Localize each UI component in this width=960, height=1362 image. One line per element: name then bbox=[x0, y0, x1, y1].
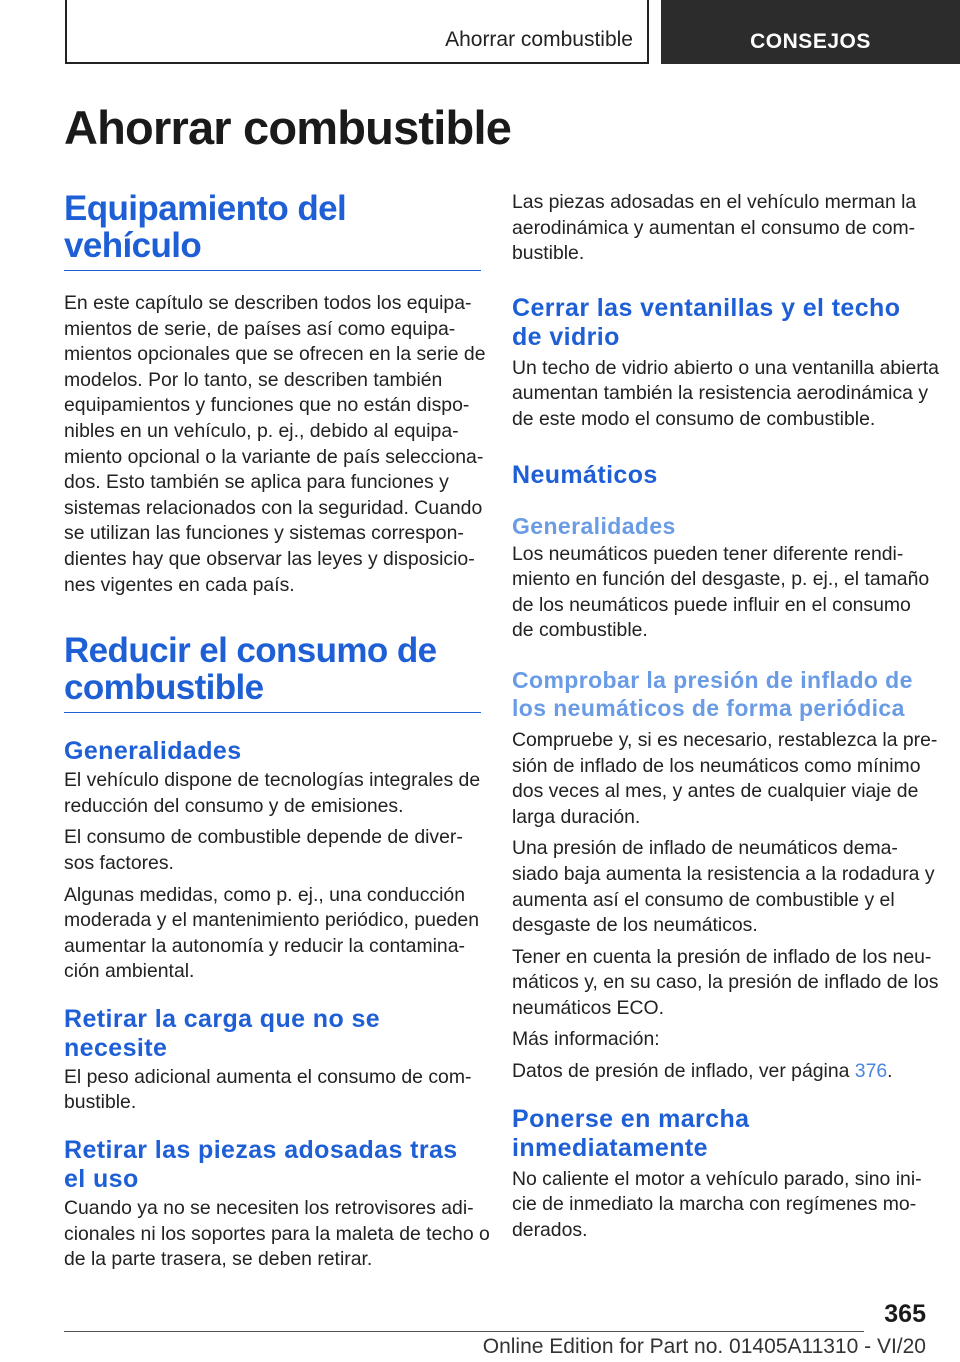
heading-line: de vidrio bbox=[512, 322, 620, 351]
text-line: equipamientos y funciones que no están dispo- bbox=[64, 394, 470, 417]
heading-line: los neumáticos de forma periódica bbox=[512, 694, 905, 721]
page-reference-link[interactable]: 376 bbox=[854, 1060, 888, 1083]
heading-line: Reducir el consumo de bbox=[64, 631, 437, 671]
heading-line: necesite bbox=[64, 1033, 168, 1062]
page-title: Ahorrar combustible bbox=[64, 101, 512, 154]
text-line: En este capítulo se describen todos los equipa- bbox=[64, 292, 472, 314]
header-section-title: Ahorrar combustible bbox=[445, 28, 633, 51]
heading-line: el uso bbox=[64, 1165, 139, 1194]
text-line: sistemas relacionados con la seguridad. Cuando bbox=[64, 496, 483, 519]
header-chapter-tab bbox=[661, 0, 960, 64]
text-line: mientos de serie, de países así como equipa- bbox=[64, 317, 456, 340]
text-line: Algunas medidas, como p. ej., una conducción bbox=[64, 883, 465, 906]
heading-line: Ponerse en marcha bbox=[512, 1104, 750, 1133]
text-line: miento en función del desgaste, p. ej., el tamaño bbox=[512, 568, 930, 591]
footer-divider bbox=[64, 1331, 864, 1332]
heading-cerrar-ventanillas bbox=[512, 294, 930, 352]
page-reference bbox=[512, 1059, 930, 1085]
text-line: ción ambiental. bbox=[64, 960, 195, 983]
text-line: larga duración. bbox=[512, 805, 641, 828]
paragraph-generalidades-1 bbox=[64, 768, 481, 819]
text-line: El vehículo dispone de tecnologías integrales de bbox=[64, 769, 481, 792]
text-line: Cuando ya no se necesiten los retrovisores adi- bbox=[64, 1197, 474, 1220]
text-line: sión de inflado de los neumáticos como mínimo bbox=[512, 754, 921, 777]
heading-generalidades: Generalidades bbox=[64, 737, 242, 766]
footer-edition: Online Edition for Part no. 01405A11310 - VI/20 bbox=[482, 1335, 926, 1358]
reference-period: . bbox=[887, 1060, 893, 1083]
heading-line: Retirar las piezas adosadas tras bbox=[64, 1136, 458, 1165]
text-line: dos. Esto también se aplica para funciones y bbox=[64, 471, 449, 494]
text-line: de la parte trasera, se deben retirar. bbox=[64, 1248, 373, 1271]
text-line: siado baja aumenta la resistencia a la rodadura y bbox=[512, 862, 935, 885]
header-section-box bbox=[65, 0, 649, 64]
heading-ponerse-en-marcha bbox=[512, 1105, 930, 1163]
text-line: cionales ni los soportes para la maleta de techo o bbox=[64, 1222, 490, 1245]
text-line: dientes hay que observar las leyes y disposicio- bbox=[64, 547, 475, 570]
text-line: aumenta así el consumo de combustible y el bbox=[512, 888, 895, 911]
heading-retirar-piezas bbox=[64, 1136, 481, 1194]
text-line: de los neumáticos puede influir en el consumo bbox=[512, 593, 911, 616]
text-line: nibles en un vehículo, p. ej., debido al equipa- bbox=[64, 419, 459, 442]
heading-line: combustible bbox=[64, 668, 264, 708]
paragraph-equipamiento bbox=[64, 291, 486, 598]
text-line: derados. bbox=[512, 1218, 588, 1241]
heading-line: inmediatamente bbox=[512, 1133, 708, 1162]
paragraph-neumaticos-generalidades bbox=[512, 542, 930, 644]
page-number: 365 bbox=[884, 1300, 926, 1328]
text-line: Tener en cuenta la presión de inflado de los neu- bbox=[512, 945, 932, 968]
text-line: No caliente el motor a vehículo parado, sino ini- bbox=[512, 1167, 922, 1190]
text-line: Las piezas adosadas en el vehículo merman la bbox=[512, 191, 917, 213]
text-line: mientos opcionales que se ofrecen en la serie de bbox=[64, 343, 486, 366]
text-line: aumentar la autonomía y reducir la contamina- bbox=[64, 934, 465, 957]
text-line: cie de inmediato la marcha con regímenes mo- bbox=[512, 1193, 917, 1216]
text-line: sos factores. bbox=[64, 851, 174, 874]
text-line: máticos y, en su caso, la presión de inflado de los bbox=[512, 971, 939, 994]
text-line: desgaste de los neumáticos. bbox=[512, 914, 758, 937]
reference-text: Datos de presión de inflado, ver página bbox=[512, 1060, 855, 1083]
text-line: Los neumáticos pueden tener diferente rendi- bbox=[512, 542, 904, 565]
paragraph-presion-3 bbox=[512, 945, 939, 1022]
text-line: El consumo de combustible depende de diver- bbox=[64, 826, 463, 849]
text-line: Compruebe y, si es necesario, restablezca la pre- bbox=[512, 728, 938, 751]
heading-equipamiento: Equipamiento del vehículo bbox=[64, 190, 481, 271]
text-line: dos veces al mes, y antes de cualquier viaje de bbox=[512, 780, 919, 803]
text-line: moderada y el mantenimiento periódico, pueden bbox=[64, 909, 480, 932]
paragraph-generalidades-2 bbox=[64, 825, 481, 876]
text-line: de combustible. bbox=[512, 619, 648, 642]
paragraph-cerrar-ventanillas bbox=[512, 356, 939, 433]
paragraph-presion-1 bbox=[512, 728, 938, 830]
paragraph-retirar-piezas bbox=[64, 1196, 490, 1273]
heading-reducir-consumo bbox=[64, 632, 481, 713]
text-line: bustible. bbox=[512, 242, 585, 265]
text-line: miento opcional o la variante de país selecciona- bbox=[64, 445, 484, 468]
text-line: de este modo el consumo de combustible. bbox=[512, 407, 876, 430]
paragraph-ponerse-en-marcha bbox=[512, 1167, 930, 1244]
text-line: se utilizan las funciones y sistemas correspon- bbox=[64, 522, 464, 545]
heading-line: Retirar la carga que no se bbox=[64, 1004, 381, 1033]
text-line: El peso adicional aumenta el consumo de com- bbox=[64, 1065, 472, 1088]
paragraph-presion-2 bbox=[512, 836, 935, 938]
chapter-tab-label: CONSEJOS bbox=[750, 30, 871, 53]
paragraph-retirar-carga bbox=[64, 1065, 481, 1116]
heading-comprobar-presion bbox=[512, 666, 930, 722]
left-column bbox=[64, 189, 490, 1273]
heading-line: Comprobar la presión de inflado de bbox=[512, 666, 913, 693]
heading-neumaticos-generalidades: Generalidades bbox=[512, 512, 676, 539]
text-line: neumáticos ECO. bbox=[512, 996, 664, 1019]
text-line: bustible. bbox=[64, 1091, 137, 1114]
text-line: modelos. Por lo tanto, se describen también bbox=[64, 368, 443, 391]
heading-line: Cerrar las ventanillas y el techo bbox=[512, 293, 901, 322]
more-info-label: Más información: bbox=[512, 1028, 660, 1051]
text-line: reducción del consumo y de emisiones. bbox=[64, 794, 404, 817]
paragraph-piezas-continued bbox=[512, 190, 930, 267]
text-line: Una presión de inflado de neumáticos dema- bbox=[512, 837, 898, 860]
right-column bbox=[512, 190, 939, 1243]
paragraph-generalidades-3 bbox=[64, 883, 481, 985]
heading-retirar-carga bbox=[64, 1005, 481, 1063]
text-line: Un techo de vidrio abierto o una ventanilla abierta bbox=[512, 356, 939, 379]
text-line: aerodinámica y aumentan el consumo de com- bbox=[512, 216, 916, 239]
heading-neumaticos: Neumáticos bbox=[512, 460, 658, 489]
text-line: aumentan también la resistencia aerodinámica y bbox=[512, 382, 929, 405]
text-line: nes vigentes en cada país. bbox=[64, 573, 295, 596]
